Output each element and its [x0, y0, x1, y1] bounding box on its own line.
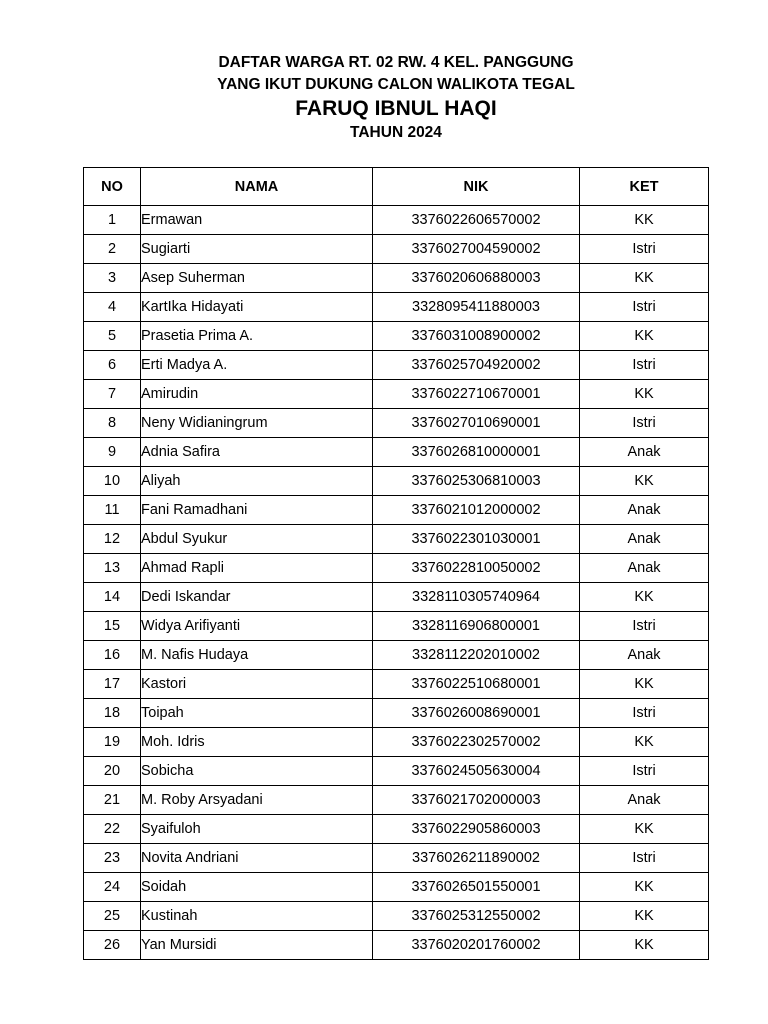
cell-no: 26	[84, 931, 141, 960]
cell-no: 5	[84, 322, 141, 351]
cell-nik: 3376025704920002	[373, 351, 580, 380]
cell-ket: Istri	[580, 612, 709, 641]
cell-nama: Yan Mursidi	[141, 931, 373, 960]
table-row	[84, 322, 709, 351]
cell-no: 6	[84, 351, 141, 380]
table-row	[84, 757, 709, 786]
cell-nik: 3376025306810003	[373, 467, 580, 496]
cell-ket: KK	[580, 815, 709, 844]
cell-ket: KK	[580, 902, 709, 931]
table-row	[84, 728, 709, 757]
cell-no: 15	[84, 612, 141, 641]
cell-ket: KK	[580, 206, 709, 235]
table-row	[84, 931, 709, 960]
cell-no: 21	[84, 786, 141, 815]
cell-nama: Adnia Safira	[141, 438, 373, 467]
cell-nama: Novita Andriani	[141, 844, 373, 873]
cell-nama: Syaifuloh	[141, 815, 373, 844]
cell-nik: 3376022510680001	[373, 670, 580, 699]
cell-nama: M. Roby Arsyadani	[141, 786, 373, 815]
table-row	[84, 815, 709, 844]
document-header	[0, 52, 768, 144]
cell-nik: 3376021012000002	[373, 496, 580, 525]
cell-nama: Soidah	[141, 873, 373, 902]
cell-no: 16	[84, 641, 141, 670]
cell-no: 23	[84, 844, 141, 873]
table-row	[84, 496, 709, 525]
table-row	[84, 554, 709, 583]
cell-nik: 3328110305740964	[373, 583, 580, 612]
table-row	[84, 293, 709, 322]
cell-nik: 3376021702000003	[373, 786, 580, 815]
cell-nama: Moh. Idris	[141, 728, 373, 757]
table-row	[84, 583, 709, 612]
cell-ket: Istri	[580, 235, 709, 264]
cell-ket: Anak	[580, 438, 709, 467]
cell-no: 12	[84, 525, 141, 554]
column-header-no: NO	[84, 168, 141, 206]
cell-nama: Erti Madya A.	[141, 351, 373, 380]
cell-nama: Neny Widianingrum	[141, 409, 373, 438]
cell-no: 4	[84, 293, 141, 322]
cell-ket: Anak	[580, 525, 709, 554]
cell-nik: 3328095411880003	[373, 293, 580, 322]
cell-ket: Anak	[580, 496, 709, 525]
title-line-2: YANG IKUT DUKUNG CALON WALIKOTA TEGAL	[217, 76, 575, 93]
cell-nik: 3376024505630004	[373, 757, 580, 786]
cell-no: 14	[84, 583, 141, 612]
table-row	[84, 351, 709, 380]
cell-ket: Istri	[580, 293, 709, 322]
cell-nik: 3376022905860003	[373, 815, 580, 844]
cell-no: 11	[84, 496, 141, 525]
cell-nama: Asep Suherman	[141, 264, 373, 293]
table-row	[84, 873, 709, 902]
resident-table	[83, 167, 709, 960]
table-body	[84, 206, 709, 960]
cell-no: 22	[84, 815, 141, 844]
cell-nama: Sobicha	[141, 757, 373, 786]
year-label: TAHUN 2024	[350, 124, 442, 141]
cell-nama: Aliyah	[141, 467, 373, 496]
cell-ket: Istri	[580, 844, 709, 873]
cell-nama: M. Nafis Hudaya	[141, 641, 373, 670]
table-row	[84, 641, 709, 670]
table-row	[84, 699, 709, 728]
cell-nama: Sugiarti	[141, 235, 373, 264]
cell-nama: Amirudin	[141, 380, 373, 409]
cell-ket: Istri	[580, 351, 709, 380]
table-row	[84, 438, 709, 467]
cell-ket: Anak	[580, 554, 709, 583]
cell-ket: Anak	[580, 641, 709, 670]
title-line-1: DAFTAR WARGA RT. 02 RW. 4 KEL. PANGGUNG	[218, 54, 574, 71]
cell-nik: 3376025312550002	[373, 902, 580, 931]
cell-nama: Fani Ramadhani	[141, 496, 373, 525]
cell-ket: Anak	[580, 786, 709, 815]
cell-nama: Prasetia Prima A.	[141, 322, 373, 351]
table-row	[84, 467, 709, 496]
table-row	[84, 902, 709, 931]
column-header-ket: KET	[580, 168, 709, 206]
cell-ket: KK	[580, 264, 709, 293]
cell-nama: Abdul Syukur	[141, 525, 373, 554]
table-row	[84, 206, 709, 235]
cell-no: 24	[84, 873, 141, 902]
table-row	[84, 235, 709, 264]
cell-no: 8	[84, 409, 141, 438]
cell-no: 19	[84, 728, 141, 757]
cell-ket: KK	[580, 467, 709, 496]
cell-ket: KK	[580, 931, 709, 960]
cell-no: 1	[84, 206, 141, 235]
cell-nik: 3376020201760002	[373, 931, 580, 960]
cell-nik: 3376022810050002	[373, 554, 580, 583]
cell-ket: KK	[580, 322, 709, 351]
cell-no: 2	[84, 235, 141, 264]
table-row	[84, 612, 709, 641]
cell-no: 17	[84, 670, 141, 699]
column-header-nama: NAMA	[141, 168, 373, 206]
cell-nama: Kustinah	[141, 902, 373, 931]
cell-nama: Ahmad Rapli	[141, 554, 373, 583]
cell-no: 9	[84, 438, 141, 467]
table-row	[84, 525, 709, 554]
cell-ket: KK	[580, 380, 709, 409]
cell-nik: 3376027010690001	[373, 409, 580, 438]
cell-nik: 3376026810000001	[373, 438, 580, 467]
cell-nik: 3376026008690001	[373, 699, 580, 728]
cell-nik: 3376026211890002	[373, 844, 580, 873]
candidate-name: FARUQ IBNUL HAQI	[295, 97, 497, 120]
cell-no: 3	[84, 264, 141, 293]
cell-ket: KK	[580, 728, 709, 757]
cell-nik: 3376022301030001	[373, 525, 580, 554]
cell-nik: 3328116906800001	[373, 612, 580, 641]
table-row	[84, 380, 709, 409]
table-row	[84, 409, 709, 438]
cell-nama: KartIka Hidayati	[141, 293, 373, 322]
cell-nama: Dedi Iskandar	[141, 583, 373, 612]
cell-nama: Kastori	[141, 670, 373, 699]
cell-nik: 3376027004590002	[373, 235, 580, 264]
cell-nama: Ermawan	[141, 206, 373, 235]
cell-no: 18	[84, 699, 141, 728]
cell-ket: Istri	[580, 699, 709, 728]
cell-no: 7	[84, 380, 141, 409]
cell-nik: 3328112202010002	[373, 641, 580, 670]
table-header-row	[84, 168, 709, 206]
cell-nik: 3376020606880003	[373, 264, 580, 293]
cell-nama: Toipah	[141, 699, 373, 728]
cell-ket: Istri	[580, 757, 709, 786]
cell-no: 13	[84, 554, 141, 583]
table-row	[84, 670, 709, 699]
cell-nama: Widya Arifiyanti	[141, 612, 373, 641]
table-row	[84, 786, 709, 815]
table-row	[84, 264, 709, 293]
cell-ket: KK	[580, 670, 709, 699]
cell-ket: Istri	[580, 409, 709, 438]
cell-no: 25	[84, 902, 141, 931]
column-header-nik: NIK	[373, 168, 580, 206]
cell-ket: KK	[580, 873, 709, 902]
cell-nik: 3376022710670001	[373, 380, 580, 409]
cell-nik: 3376031008900002	[373, 322, 580, 351]
table-row	[84, 844, 709, 873]
cell-ket: KK	[580, 583, 709, 612]
cell-no: 10	[84, 467, 141, 496]
cell-nik: 3376026501550001	[373, 873, 580, 902]
cell-no: 20	[84, 757, 141, 786]
cell-nik: 3376022302570002	[373, 728, 580, 757]
cell-nik: 3376022606570002	[373, 206, 580, 235]
